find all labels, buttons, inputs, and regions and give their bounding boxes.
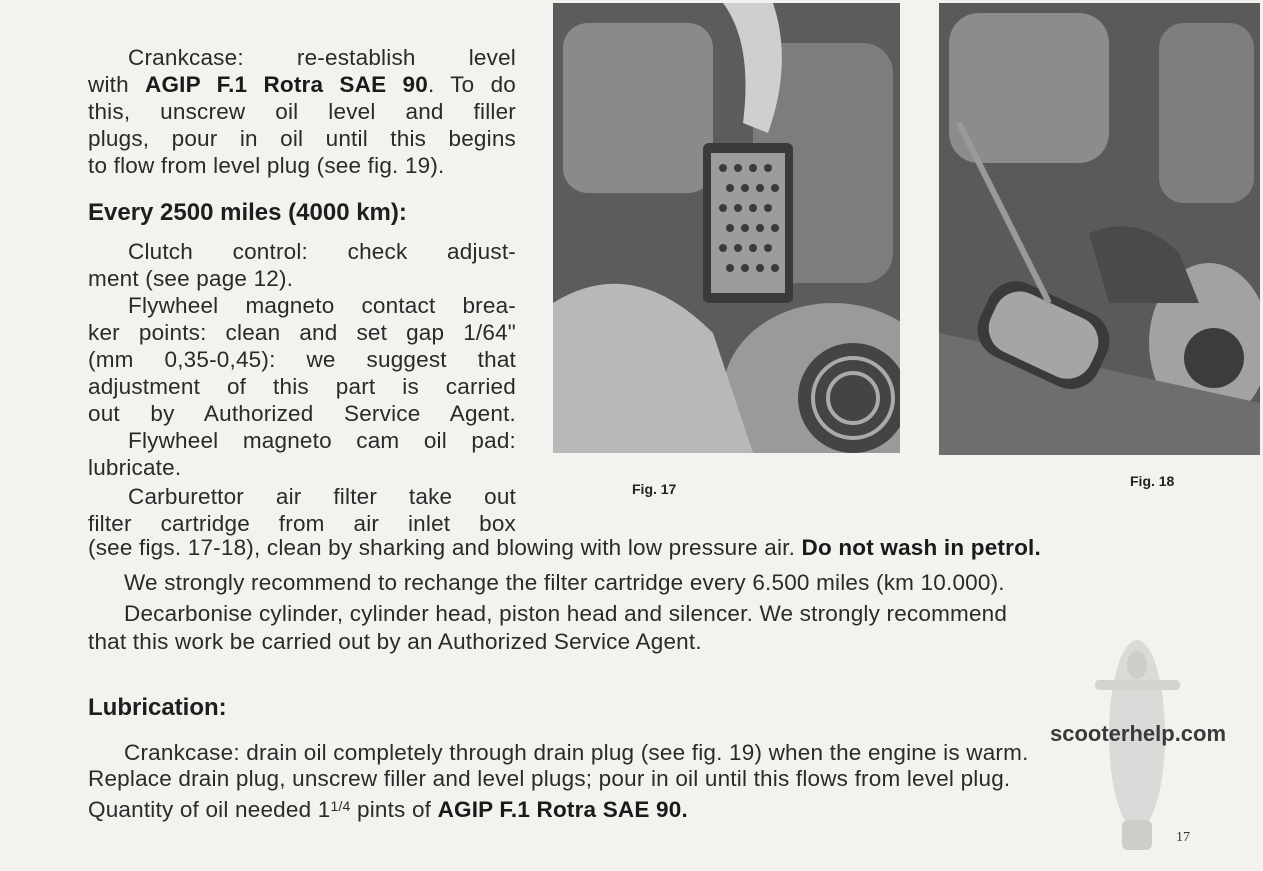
photo-fig-17: [553, 3, 900, 453]
heading-every-2500-miles: Every 2500 miles (4000 km):: [88, 199, 407, 226]
air-filter-line-2: filter cartridge from air inlet box: [88, 511, 516, 536]
clutch-line-1: Clutch control: check adjust-: [128, 239, 516, 264]
cam-pad-line-1: Flywheel magneto cam oil pad:: [128, 428, 516, 453]
page-number: 17: [1176, 830, 1190, 845]
crankcase-level-line-4: plugs, pour in oil until this begins: [88, 126, 516, 151]
breaker-line-5: out by Authorized Service Agent.: [88, 401, 516, 426]
photo-fig-18: [939, 3, 1260, 455]
crankcase-level-line-1: Crankcase: re-establish level: [128, 45, 516, 70]
crankcase-level-line-3: this, unscrew oil level and filler: [88, 99, 516, 124]
breaker-line-3: (mm 0,35-0,45): we suggest that: [88, 347, 516, 372]
decarbonise-line-2: that this work be carried out by an Authorized Service Agent.: [88, 629, 702, 654]
rechange-filter-text: We strongly recommend to rechange the filter cartridge every 6.500 miles (km 10.000).: [124, 570, 1005, 595]
clutch-line-2: ment (see page 12).: [88, 266, 294, 291]
crankcase-level-line-2: with AGIP F.1 Rotra SAE 90. To do: [88, 72, 516, 97]
breaker-line-2: ker points: clean and set gap 1/64": [88, 320, 516, 345]
breaker-line-4: adjustment of this part is carried: [88, 374, 516, 399]
site-watermark: scooterhelp.com: [1050, 721, 1227, 746]
air-filter-line-3: (see figs. 17-18), clean by sharking and blowing with low pressure air. Do not wash in petrol.: [88, 535, 1041, 560]
breaker-line-1: Flywheel magneto contact brea-: [128, 293, 516, 318]
drain-oil-line-1: Crankcase: drain oil completely through drain plug (see fig. 19) when the engine is warm.: [124, 740, 1029, 765]
caption-fig-17: Fig. 17: [632, 481, 677, 497]
caption-fig-18: Fig. 18: [1130, 473, 1175, 489]
decarbonise-line-1: Decarbonise cylinder, cylinder head, piston head and silencer. We strongly recommend: [124, 601, 1008, 626]
drain-oil-line-2: Replace drain plug, unscrew filler and level plugs; pour in oil until this flows from level plug.: [88, 766, 1011, 791]
heading-lubrication: Lubrication:: [88, 694, 227, 721]
air-filter-line-1: Carburettor air filter take out: [128, 484, 516, 509]
cam-pad-line-2: lubricate.: [88, 455, 182, 480]
crankcase-level-line-5: to flow from level plug (see fig. 19).: [88, 153, 445, 178]
oil-quantity-line: Quantity of oil needed $1^{1/4}$ pints of AGIP F.1 Rotra SAE 90.: [88, 797, 688, 822]
